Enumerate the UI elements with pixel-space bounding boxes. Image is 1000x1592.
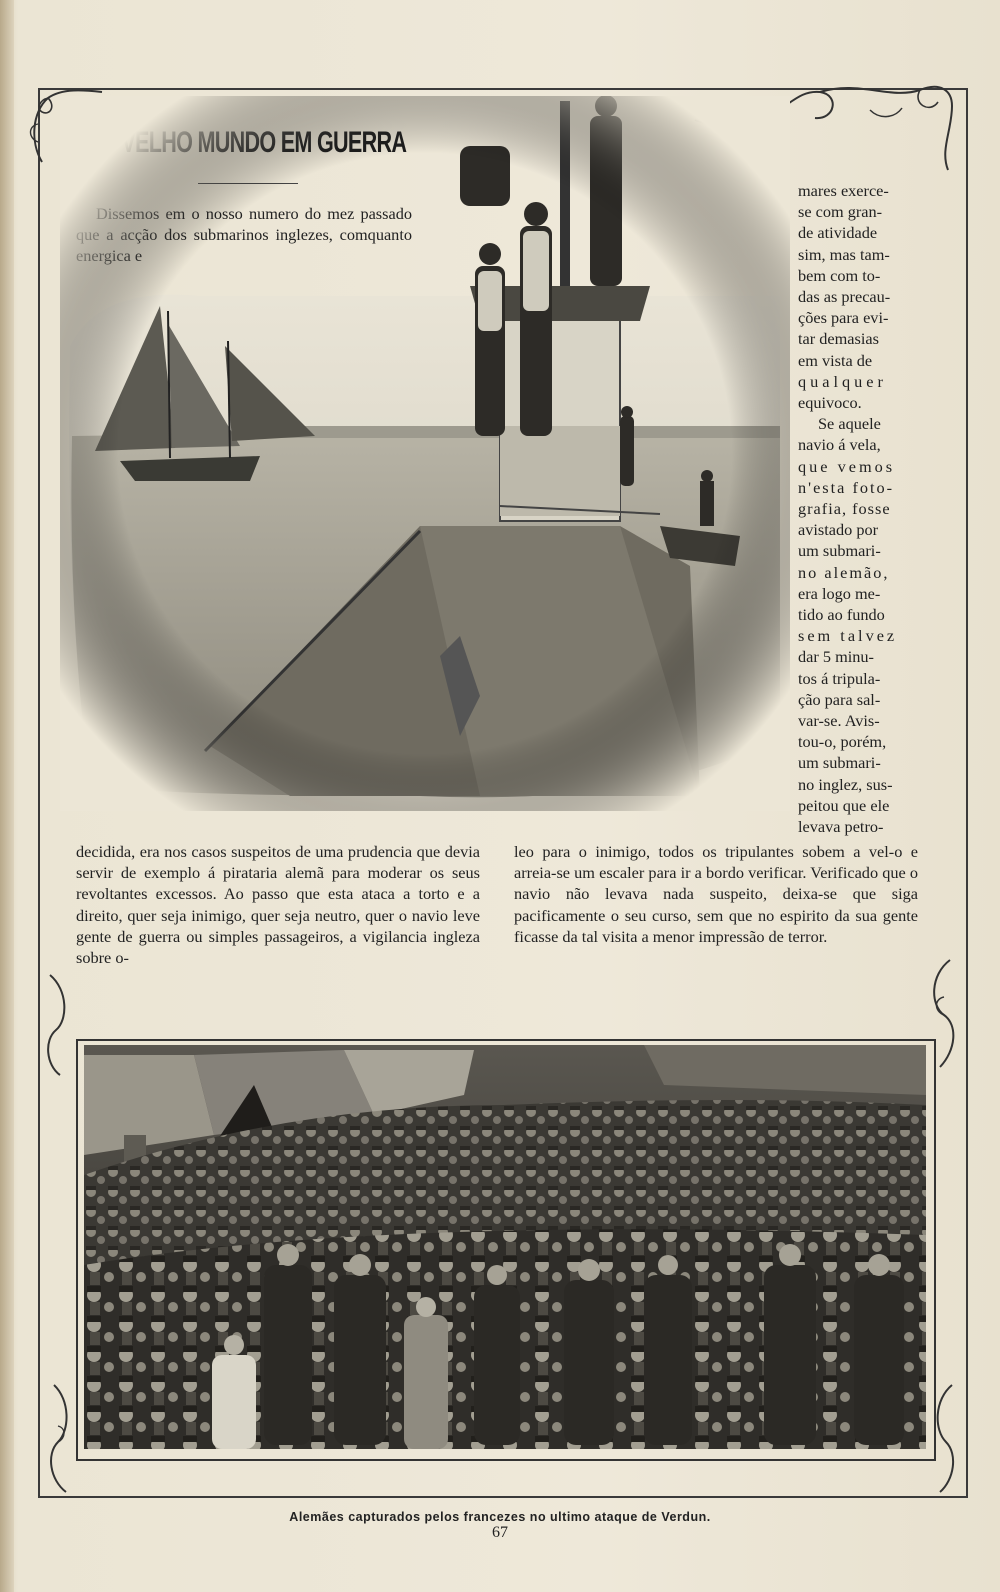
- frame-bottom-border: [38, 1496, 968, 1498]
- narrow-line: ção para sal-: [798, 689, 881, 709]
- narrow-line: Se aquele: [818, 414, 881, 434]
- narrow-line: tar demasias: [798, 329, 879, 349]
- narrow-line: var-se. Avis-: [798, 711, 880, 731]
- narrow-line: se com gran-: [798, 202, 883, 222]
- corner-ornament-bottom-left-icon: [40, 1380, 80, 1500]
- article-narrow-column: [798, 180, 918, 837]
- narrow-line: qualquer: [798, 371, 887, 391]
- submarine-and-sailboat-photo: [60, 96, 790, 811]
- narrow-line: bem com to-: [798, 265, 881, 285]
- article-left-column: [76, 841, 480, 968]
- narrow-line: levava petro-: [798, 817, 884, 837]
- left-column-paragraph: decidida, era nos casos suspeitos de uma prudencia que devia servir de exemplo á pirataria alemã para moderar os seus revoltantes excessos. Ao passo que esta ataca a torto e a direito, quer seja inimigo, quer seja neutro, quer o navio leve gente de guerra ou simples passageiros, a vigilancia ingleza sobre o-: [76, 842, 480, 968]
- narrow-line: de atividade: [798, 223, 878, 243]
- narrow-line: sim, mas tam-: [798, 244, 890, 264]
- narrow-line: um submari-: [798, 541, 881, 561]
- narrow-line: que vemos: [798, 456, 896, 476]
- narrow-line: ções para evi-: [798, 308, 889, 328]
- narrow-line: dar 5 minu-: [798, 647, 874, 667]
- narrow-line: peitou que ele: [798, 795, 890, 815]
- narrow-line: tos á tripula-: [798, 668, 881, 688]
- captured-germans-photo: [84, 1045, 926, 1449]
- narrow-line: mares exerce-: [798, 181, 889, 200]
- frame-right-border: [966, 88, 968, 1498]
- narrow-line: era logo me-: [798, 583, 881, 603]
- frame-left-border: [38, 88, 40, 1498]
- narrow-line: grafia, fosse: [798, 499, 891, 519]
- narrow-line: avistado por: [798, 520, 879, 540]
- narrow-line: tou-o, porém,: [798, 732, 887, 752]
- page-number: 67: [492, 1524, 508, 1541]
- narrow-line: no inglez, sus-: [798, 774, 893, 794]
- narrow-line: equivoco.: [798, 393, 862, 413]
- side-ornament-left-icon: [40, 970, 80, 1080]
- narrow-line: das as precau-: [798, 287, 891, 307]
- article-right-column: [514, 841, 918, 947]
- narrow-line: um submari-: [798, 753, 881, 773]
- photo-caption: Alemães capturados pelos francezes no ultimo ataque de Verdun.: [289, 1510, 711, 1524]
- narrow-line: navio á vela,: [798, 435, 881, 455]
- narrow-line: sem talvez: [798, 626, 898, 646]
- right-column-paragraph: leo para o inimigo, todos os tripulantes sobem a vel-o e arreia-se um escaler para ir a bordo verificar. Verificado que o navio não levava nada suspeito, deixa-se que siga pacificamente o seu curso, sem que no espirito da sua gente ficasse da tal visita a menor impressão de terror.: [514, 842, 918, 946]
- narrow-line: tido ao fundo: [798, 605, 885, 625]
- narrow-line: n'esta foto-: [798, 477, 895, 497]
- narrow-line: em vista de: [798, 350, 873, 370]
- book-spine-edge: [0, 0, 14, 1592]
- narrow-line: no alemão,: [798, 562, 890, 582]
